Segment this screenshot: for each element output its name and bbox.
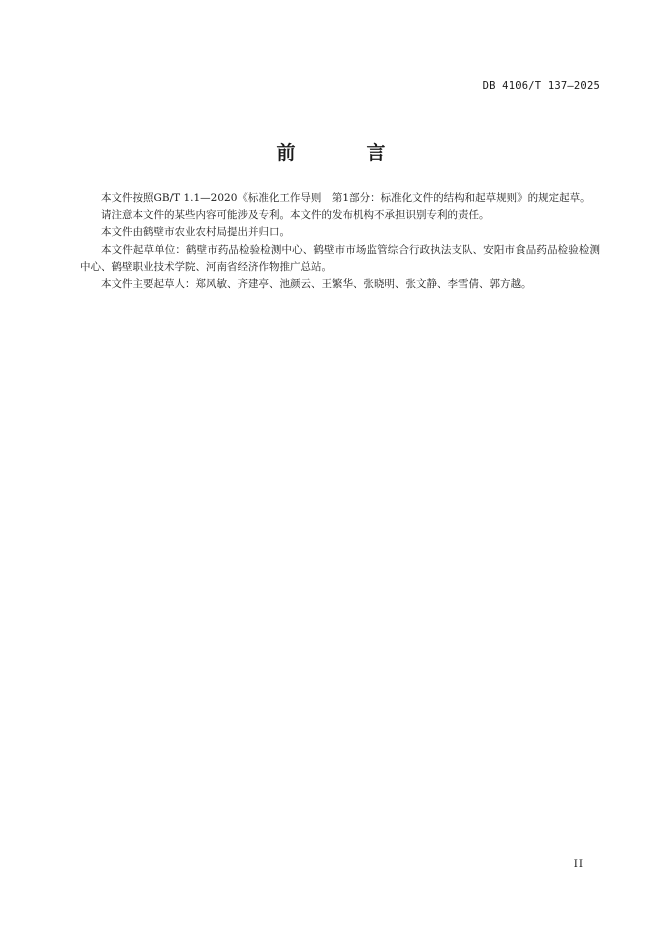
page-number: II xyxy=(573,858,584,870)
paragraph-proposer: 本文件由鹤壁市农业农村局提出并归口。 xyxy=(101,226,290,239)
paragraph-drafting-rules: 本文件按照GB/T 1.1—2020《标准化工作导则 第1部分：标准化文件的结构和起草规则》的规定起草。 xyxy=(101,192,591,204)
paragraph-drafting-units: 本文件起草单位：鹤壁市药品检验检测中心、鹤壁市市场监管综合行政执法支队、安阳市食品药品检验检测中心、鹤壁职业技术学院、河南省经济作物推广总站。 xyxy=(80,243,600,273)
paragraph-drafters: 本文件主要起草人：郑风敏、齐建亭、池颜云、王繁华、张晓明、张文静、李雪倩、郭方越。 xyxy=(101,278,532,291)
foreword-body xyxy=(80,190,600,293)
document-code: DB 4106/T 137—2025 xyxy=(482,80,600,92)
page-title: 前 言 xyxy=(276,142,412,164)
paragraph-patent-notice: 请注意本文件的某些内容可能涉及专利。本文件的发布机构不承担识别专利的责任。 xyxy=(101,209,490,222)
